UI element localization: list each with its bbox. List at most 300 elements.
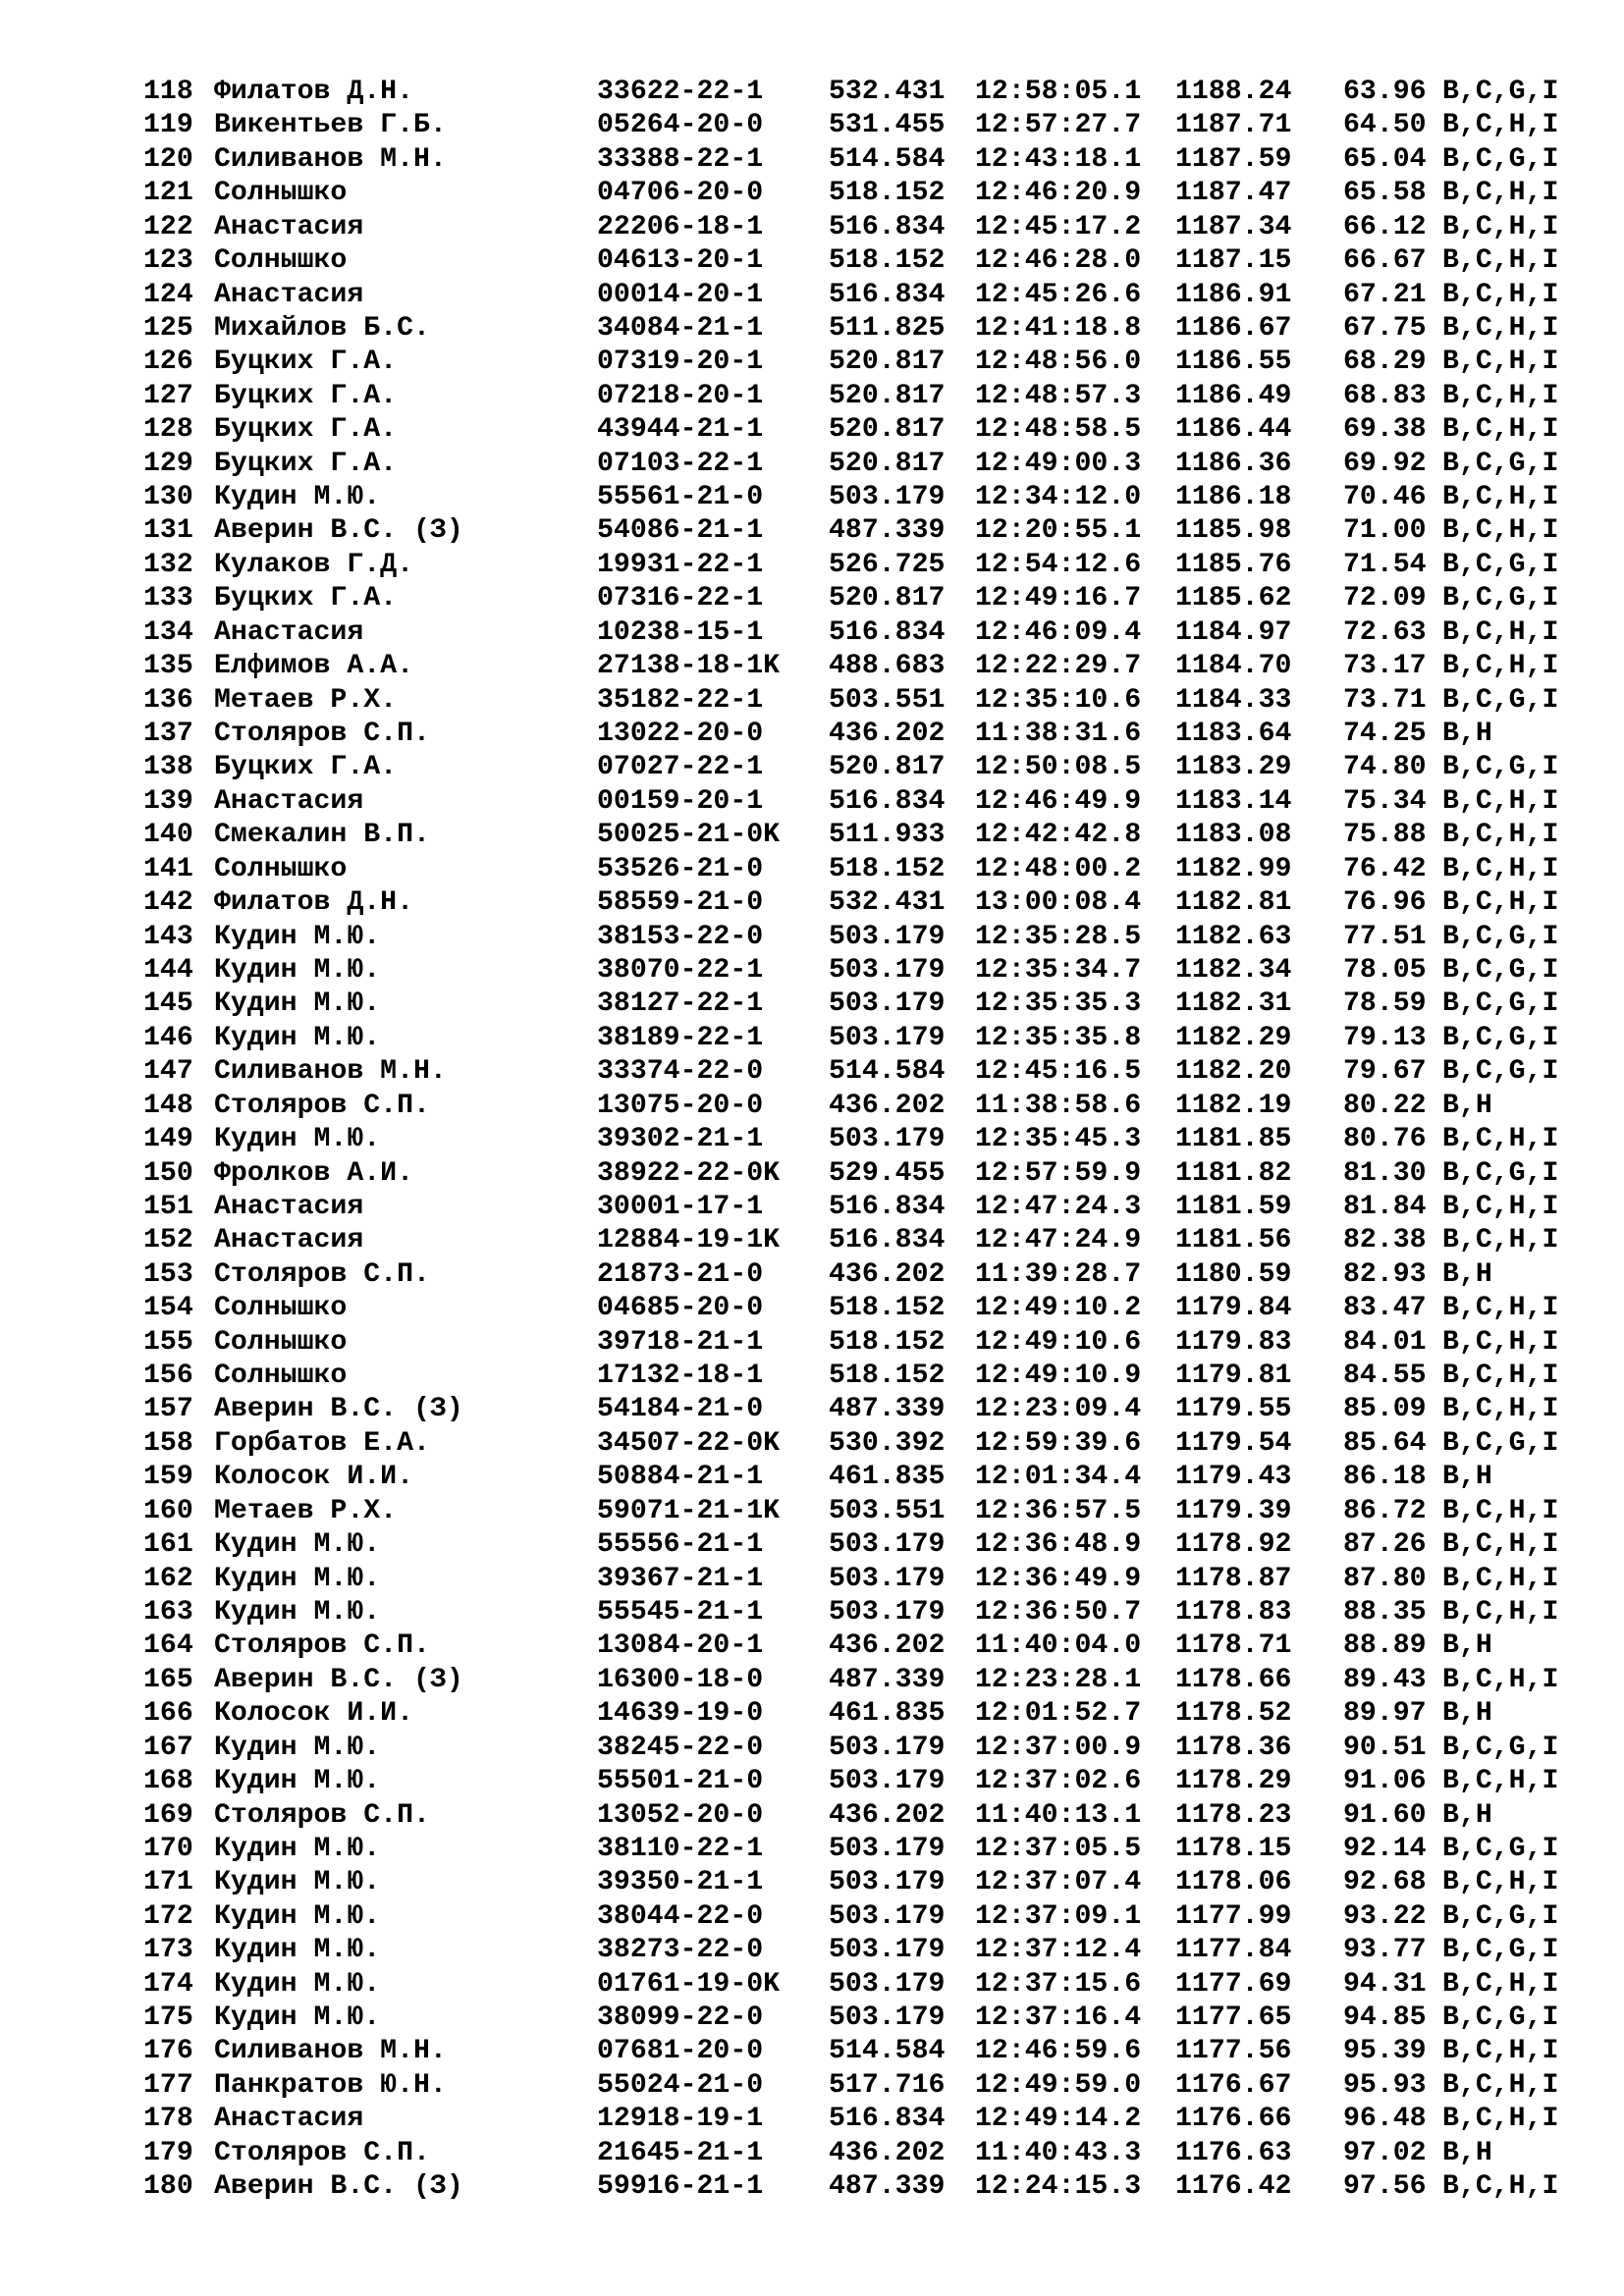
- coefficient: 64.50: [1343, 110, 1427, 141]
- categories: B,C,H,I: [1442, 2171, 1559, 2203]
- arrival-time: 12:48:58.5: [975, 414, 1142, 446]
- owner-name: Аверин В.С. (З): [214, 1394, 463, 1425]
- ring-number: 33622-22-1: [597, 77, 764, 107]
- distance: 532.431: [829, 77, 946, 107]
- row-number: 151: [143, 1191, 193, 1222]
- ring-number: 55561-21-0: [597, 482, 764, 513]
- arrival-time: 12:50:08.5: [975, 752, 1142, 783]
- ring-number: 55556-21-1: [597, 1529, 764, 1561]
- distance: 520.817: [829, 448, 946, 479]
- owner-name: Филатов Д.Н.: [214, 887, 413, 919]
- arrival-time: 12:46:59.6: [975, 2036, 1142, 2067]
- speed: 1187.47: [1175, 178, 1292, 209]
- speed: 1182.29: [1175, 1022, 1292, 1053]
- row-number: 165: [143, 1664, 193, 1695]
- speed: 1176.63: [1175, 2137, 1292, 2168]
- speed: 1186.91: [1175, 279, 1292, 310]
- distance: 516.834: [829, 279, 946, 310]
- categories: B,C,G,I: [1442, 1056, 1559, 1088]
- distance: 532.431: [829, 887, 946, 919]
- coefficient: 93.77: [1343, 1935, 1427, 1966]
- arrival-time: 12:37:00.9: [975, 1732, 1142, 1763]
- speed: 1177.56: [1175, 2036, 1292, 2067]
- speed: 1178.15: [1175, 1833, 1292, 1864]
- speed: 1178.87: [1175, 1563, 1292, 1594]
- categories: B,C,H,I: [1442, 482, 1559, 513]
- ring-number: 04685-20-0: [597, 1293, 764, 1324]
- distance: 520.817: [829, 583, 946, 614]
- coefficient: 88.35: [1343, 1596, 1427, 1628]
- owner-name: Горбатов Е.А.: [214, 1427, 430, 1459]
- ring-number: 07218-20-1: [597, 380, 764, 411]
- distance: 516.834: [829, 1225, 946, 1256]
- coefficient: 87.80: [1343, 1563, 1427, 1594]
- coefficient: 91.06: [1343, 1766, 1427, 1797]
- distance: 488.683: [829, 651, 946, 682]
- coefficient: 76.42: [1343, 853, 1427, 884]
- arrival-time: 12:35:10.6: [975, 684, 1142, 716]
- categories: B,C,H,I: [1442, 1361, 1559, 1392]
- speed: 1182.99: [1175, 853, 1292, 884]
- coefficient: 94.31: [1343, 1968, 1427, 2000]
- speed: 1183.29: [1175, 752, 1292, 783]
- distance: 503.179: [829, 1732, 946, 1763]
- owner-name: Столяров С.П.: [214, 719, 430, 750]
- speed: 1176.42: [1175, 2171, 1292, 2203]
- ring-number: 07316-22-1: [597, 583, 764, 614]
- arrival-time: 12:46:20.9: [975, 178, 1142, 209]
- categories: B,H: [1442, 1698, 1492, 1730]
- owner-name: Буцких Г.А.: [214, 414, 398, 446]
- distance: 516.834: [829, 1191, 946, 1222]
- coefficient: 74.80: [1343, 752, 1427, 783]
- row-number: 139: [143, 785, 193, 817]
- speed: 1176.66: [1175, 2104, 1292, 2135]
- owner-name: Кулаков Г.Д.: [214, 549, 413, 580]
- owner-name: Кудин М.Ю.: [214, 1732, 381, 1763]
- coefficient: 75.88: [1343, 820, 1427, 851]
- arrival-time: 12:49:59.0: [975, 2069, 1142, 2101]
- distance: 516.834: [829, 785, 946, 817]
- arrival-time: 12:37:12.4: [975, 1935, 1142, 1966]
- categories: B,C,G,I: [1442, 448, 1559, 479]
- arrival-time: 12:57:59.9: [975, 1157, 1142, 1189]
- categories: B,C,H,I: [1442, 1394, 1559, 1425]
- row-number: 174: [143, 1968, 193, 2000]
- categories: B,C,G,I: [1442, 1900, 1559, 1932]
- arrival-time: 12:46:09.4: [975, 616, 1142, 648]
- categories: B,H: [1442, 1630, 1492, 1662]
- coefficient: 95.93: [1343, 2069, 1427, 2101]
- row-number: 141: [143, 853, 193, 884]
- ring-number: 13022-20-0: [597, 719, 764, 750]
- row-number: 152: [143, 1225, 193, 1256]
- speed: 1179.81: [1175, 1361, 1292, 1392]
- owner-name: Буцких Г.А.: [214, 347, 398, 378]
- coefficient: 85.64: [1343, 1427, 1427, 1459]
- arrival-time: 12:47:24.9: [975, 1225, 1142, 1256]
- categories: B,C,G,I: [1442, 954, 1559, 986]
- coefficient: 69.38: [1343, 414, 1427, 446]
- arrival-time: 12:42:42.8: [975, 820, 1142, 851]
- ring-number: 27138-18-1K: [597, 651, 781, 682]
- speed: 1177.84: [1175, 1935, 1292, 1966]
- speed: 1184.70: [1175, 651, 1292, 682]
- coefficient: 83.47: [1343, 1293, 1427, 1324]
- owner-name: Кудин М.Ю.: [214, 988, 381, 1020]
- distance: 503.179: [829, 1563, 946, 1594]
- owner-name: Столяров С.П.: [214, 1258, 430, 1290]
- categories: B,H: [1442, 1258, 1492, 1290]
- speed: 1186.49: [1175, 380, 1292, 411]
- distance: 530.392: [829, 1427, 946, 1459]
- coefficient: 66.12: [1343, 211, 1427, 242]
- owner-name: Кудин М.Ю.: [214, 1833, 381, 1864]
- owner-name: Кудин М.Ю.: [214, 1563, 381, 1594]
- arrival-time: 12:46:28.0: [975, 245, 1142, 277]
- coefficient: 81.84: [1343, 1191, 1427, 1222]
- arrival-time: 12:49:00.3: [975, 448, 1142, 479]
- owner-name: Силиванов М.Н.: [214, 143, 447, 175]
- coefficient: 73.17: [1343, 651, 1427, 682]
- owner-name: Солнышко: [214, 1361, 348, 1392]
- categories: B,C,G,I: [1442, 1935, 1559, 1966]
- ring-number: 38245-22-0: [597, 1732, 764, 1763]
- ring-number: 38110-22-1: [597, 1833, 764, 1864]
- row-number: 149: [143, 1124, 193, 1155]
- coefficient: 85.09: [1343, 1394, 1427, 1425]
- ring-number: 50884-21-1: [597, 1462, 764, 1493]
- coefficient: 66.67: [1343, 245, 1427, 277]
- row-number: 126: [143, 347, 193, 378]
- categories: B,H: [1442, 719, 1492, 750]
- row-number: 171: [143, 1867, 193, 1898]
- row-number: 128: [143, 414, 193, 446]
- arrival-time: 12:41:18.8: [975, 312, 1142, 344]
- row-number: 169: [143, 1799, 193, 1831]
- owner-name: Смекалин В.П.: [214, 820, 430, 851]
- ring-number: 39302-21-1: [597, 1124, 764, 1155]
- arrival-time: 12:35:28.5: [975, 921, 1142, 952]
- distance: 436.202: [829, 719, 946, 750]
- row-number: 125: [143, 312, 193, 344]
- categories: B,C,H,I: [1442, 312, 1559, 344]
- categories: B,C,G,I: [1442, 921, 1559, 952]
- ring-number: 30001-17-1: [597, 1191, 764, 1222]
- speed: 1178.29: [1175, 1766, 1292, 1797]
- coefficient: 73.71: [1343, 684, 1427, 716]
- coefficient: 72.63: [1343, 616, 1427, 648]
- coefficient: 96.48: [1343, 2104, 1427, 2135]
- ring-number: 43944-21-1: [597, 414, 764, 446]
- owner-name: Кудин М.Ю.: [214, 1529, 381, 1561]
- row-number: 120: [143, 143, 193, 175]
- speed: 1186.18: [1175, 482, 1292, 513]
- categories: B,C,G,I: [1442, 2002, 1559, 2034]
- arrival-time: 12:35:45.3: [975, 1124, 1142, 1155]
- distance: 514.584: [829, 2036, 946, 2067]
- ring-number: 55501-21-0: [597, 1766, 764, 1797]
- ring-number: 38070-22-1: [597, 954, 764, 986]
- owner-name: Столяров С.П.: [214, 1090, 430, 1121]
- row-number: 129: [143, 448, 193, 479]
- row-number: 145: [143, 988, 193, 1020]
- row-number: 177: [143, 2069, 193, 2101]
- distance: 503.179: [829, 1867, 946, 1898]
- arrival-time: 12:20:55.1: [975, 515, 1142, 547]
- categories: B,C,H,I: [1442, 853, 1559, 884]
- row-number: 155: [143, 1326, 193, 1358]
- distance: 520.817: [829, 414, 946, 446]
- arrival-time: 12:37:09.1: [975, 1900, 1142, 1932]
- row-number: 136: [143, 684, 193, 716]
- row-number: 132: [143, 549, 193, 580]
- speed: 1187.15: [1175, 245, 1292, 277]
- coefficient: 95.39: [1343, 2036, 1427, 2067]
- coefficient: 67.75: [1343, 312, 1427, 344]
- distance: 503.179: [829, 1900, 946, 1932]
- row-number: 161: [143, 1529, 193, 1561]
- owner-name: Михайлов Б.С.: [214, 312, 430, 344]
- ring-number: 59071-21-1K: [597, 1495, 781, 1526]
- coefficient: 82.38: [1343, 1225, 1427, 1256]
- owner-name: Анастасия: [214, 1191, 364, 1222]
- coefficient: 67.21: [1343, 279, 1427, 310]
- categories: B,C,H,I: [1442, 2069, 1559, 2101]
- distance: 436.202: [829, 1799, 946, 1831]
- ring-number: 33388-22-1: [597, 143, 764, 175]
- arrival-time: 12:23:09.4: [975, 1394, 1142, 1425]
- row-number: 146: [143, 1022, 193, 1053]
- ring-number: 38153-22-0: [597, 921, 764, 952]
- owner-name: Фролков А.И.: [214, 1157, 413, 1189]
- coefficient: 71.00: [1343, 515, 1427, 547]
- speed: 1177.99: [1175, 1900, 1292, 1932]
- owner-name: Колосок И.И.: [214, 1462, 413, 1493]
- categories: B,C,H,I: [1442, 211, 1559, 242]
- ring-number: 00159-20-1: [597, 785, 764, 817]
- coefficient: 91.60: [1343, 1799, 1427, 1831]
- coefficient: 89.97: [1343, 1698, 1427, 1730]
- distance: 520.817: [829, 347, 946, 378]
- coefficient: 92.14: [1343, 1833, 1427, 1864]
- speed: 1178.06: [1175, 1867, 1292, 1898]
- owner-name: Кудин М.Ю.: [214, 1766, 381, 1797]
- distance: 520.817: [829, 380, 946, 411]
- owner-name: Силиванов М.Н.: [214, 1056, 447, 1088]
- ring-number: 21873-21-0: [597, 1258, 764, 1290]
- coefficient: 88.89: [1343, 1630, 1427, 1662]
- distance: 487.339: [829, 515, 946, 547]
- speed: 1179.39: [1175, 1495, 1292, 1526]
- row-number: 124: [143, 279, 193, 310]
- arrival-time: 12:35:35.3: [975, 988, 1142, 1020]
- speed: 1185.76: [1175, 549, 1292, 580]
- arrival-time: 12:49:16.7: [975, 583, 1142, 614]
- row-number: 170: [143, 1833, 193, 1864]
- distance: 503.179: [829, 482, 946, 513]
- arrival-time: 12:37:05.5: [975, 1833, 1142, 1864]
- arrival-time: 12:48:00.2: [975, 853, 1142, 884]
- distance: 517.716: [829, 2069, 946, 2101]
- row-number: 168: [143, 1766, 193, 1797]
- ring-number: 58559-21-0: [597, 887, 764, 919]
- arrival-time: 11:38:58.6: [975, 1090, 1142, 1121]
- coefficient: 80.22: [1343, 1090, 1427, 1121]
- categories: B,H: [1442, 1462, 1492, 1493]
- row-number: 159: [143, 1462, 193, 1493]
- arrival-time: 12:01:52.7: [975, 1698, 1142, 1730]
- speed: 1179.43: [1175, 1462, 1292, 1493]
- owner-name: Кудин М.Ю.: [214, 921, 381, 952]
- coefficient: 90.51: [1343, 1732, 1427, 1763]
- ring-number: 04613-20-1: [597, 245, 764, 277]
- speed: 1182.63: [1175, 921, 1292, 952]
- categories: B,C,H,I: [1442, 1596, 1559, 1628]
- owner-name: Солнышко: [214, 1326, 348, 1358]
- ring-number: 50025-21-0K: [597, 820, 781, 851]
- owner-name: Аверин В.С. (З): [214, 515, 463, 547]
- arrival-time: 12:45:16.5: [975, 1056, 1142, 1088]
- distance: 503.179: [829, 1833, 946, 1864]
- speed: 1187.71: [1175, 110, 1292, 141]
- categories: B,C,H,I: [1442, 1326, 1559, 1358]
- categories: B,C,G,I: [1442, 1157, 1559, 1189]
- coefficient: 86.72: [1343, 1495, 1427, 1526]
- speed: 1178.23: [1175, 1799, 1292, 1831]
- distance: 436.202: [829, 1630, 946, 1662]
- ring-number: 39718-21-1: [597, 1326, 764, 1358]
- distance: 436.202: [829, 1090, 946, 1121]
- coefficient: 86.18: [1343, 1462, 1427, 1493]
- categories: B,C,G,I: [1442, 1732, 1559, 1763]
- arrival-time: 12:37:02.6: [975, 1766, 1142, 1797]
- distance: 516.834: [829, 616, 946, 648]
- arrival-time: 11:40:04.0: [975, 1630, 1142, 1662]
- speed: 1179.83: [1175, 1326, 1292, 1358]
- ring-number: 33374-22-0: [597, 1056, 764, 1088]
- distance: 503.179: [829, 1124, 946, 1155]
- ring-number: 12918-19-1: [597, 2104, 764, 2135]
- owner-name: Столяров С.П.: [214, 2137, 430, 2168]
- coefficient: 81.30: [1343, 1157, 1427, 1189]
- distance: 518.152: [829, 853, 946, 884]
- distance: 503.179: [829, 1529, 946, 1561]
- speed: 1178.36: [1175, 1732, 1292, 1763]
- categories: B,C,G,I: [1442, 988, 1559, 1020]
- row-number: 135: [143, 651, 193, 682]
- coefficient: 92.68: [1343, 1867, 1427, 1898]
- owner-name: Солнышко: [214, 178, 348, 209]
- row-number: 164: [143, 1630, 193, 1662]
- row-number: 140: [143, 820, 193, 851]
- owner-name: Кудин М.Ю.: [214, 1596, 381, 1628]
- distance: 518.152: [829, 1293, 946, 1324]
- distance: 526.725: [829, 549, 946, 580]
- row-number: 122: [143, 211, 193, 242]
- distance: 436.202: [829, 1258, 946, 1290]
- owner-name: Анастасия: [214, 1225, 364, 1256]
- owner-name: Столяров С.П.: [214, 1799, 430, 1831]
- owner-name: Колосок И.И.: [214, 1698, 413, 1730]
- row-number: 142: [143, 887, 193, 919]
- distance: 436.202: [829, 2137, 946, 2168]
- arrival-time: 12:48:56.0: [975, 347, 1142, 378]
- distance: 503.179: [829, 2002, 946, 2034]
- owner-name: Буцких Г.А.: [214, 448, 398, 479]
- ring-number: 35182-22-1: [597, 684, 764, 716]
- categories: B,C,H,I: [1442, 414, 1559, 446]
- categories: B,C,H,I: [1442, 616, 1559, 648]
- speed: 1186.67: [1175, 312, 1292, 344]
- row-number: 119: [143, 110, 193, 141]
- arrival-time: 12:49:10.6: [975, 1326, 1142, 1358]
- row-number: 156: [143, 1361, 193, 1392]
- arrival-time: 12:59:39.6: [975, 1427, 1142, 1459]
- speed: 1176.67: [1175, 2069, 1292, 2101]
- categories: B,C,H,I: [1442, 1766, 1559, 1797]
- owner-name: Кудин М.Ю.: [214, 1968, 381, 2000]
- owner-name: Метаев Р.Х.: [214, 1495, 398, 1526]
- speed: 1183.08: [1175, 820, 1292, 851]
- owner-name: Анастасия: [214, 2104, 364, 2135]
- arrival-time: 13:00:08.4: [975, 887, 1142, 919]
- arrival-time: 12:58:05.1: [975, 77, 1142, 107]
- row-number: 157: [143, 1394, 193, 1425]
- arrival-time: 12:24:15.3: [975, 2171, 1142, 2203]
- coefficient: 84.01: [1343, 1326, 1427, 1358]
- coefficient: 94.85: [1343, 2002, 1427, 2034]
- coefficient: 93.22: [1343, 1900, 1427, 1932]
- coefficient: 97.02: [1343, 2137, 1427, 2168]
- arrival-time: 12:54:12.6: [975, 549, 1142, 580]
- speed: 1181.59: [1175, 1191, 1292, 1222]
- distance: 516.834: [829, 2104, 946, 2135]
- speed: 1184.33: [1175, 684, 1292, 716]
- speed: 1187.34: [1175, 211, 1292, 242]
- ring-number: 21645-21-1: [597, 2137, 764, 2168]
- categories: B,C,H,I: [1442, 1563, 1559, 1594]
- speed: 1179.84: [1175, 1293, 1292, 1324]
- categories: B,C,G,I: [1442, 1833, 1559, 1864]
- ring-number: 07103-22-1: [597, 448, 764, 479]
- categories: B,C,G,I: [1442, 1022, 1559, 1053]
- owner-name: Кудин М.Ю.: [214, 954, 381, 986]
- row-number: 138: [143, 752, 193, 783]
- categories: B,C,H,I: [1442, 110, 1559, 141]
- speed: 1184.97: [1175, 616, 1292, 648]
- speed: 1185.98: [1175, 515, 1292, 547]
- row-number: 150: [143, 1157, 193, 1189]
- row-number: 148: [143, 1090, 193, 1121]
- owner-name: Аверин В.С. (З): [214, 2171, 463, 2203]
- row-number: 167: [143, 1732, 193, 1763]
- coefficient: 78.05: [1343, 954, 1427, 986]
- distance: 487.339: [829, 1664, 946, 1695]
- owner-name: Солнышко: [214, 1293, 348, 1324]
- arrival-time: 12:22:29.7: [975, 651, 1142, 682]
- categories: B,H: [1442, 1090, 1492, 1121]
- categories: B,C,H,I: [1442, 178, 1559, 209]
- ring-number: 01761-19-0K: [597, 1968, 781, 2000]
- row-number: 160: [143, 1495, 193, 1526]
- ring-number: 34084-21-1: [597, 312, 764, 344]
- arrival-time: 11:38:31.6: [975, 719, 1142, 750]
- ring-number: 55024-21-0: [597, 2069, 764, 2101]
- row-number: 118: [143, 77, 193, 107]
- row-number: 154: [143, 1293, 193, 1324]
- ring-number: 04706-20-0: [597, 178, 764, 209]
